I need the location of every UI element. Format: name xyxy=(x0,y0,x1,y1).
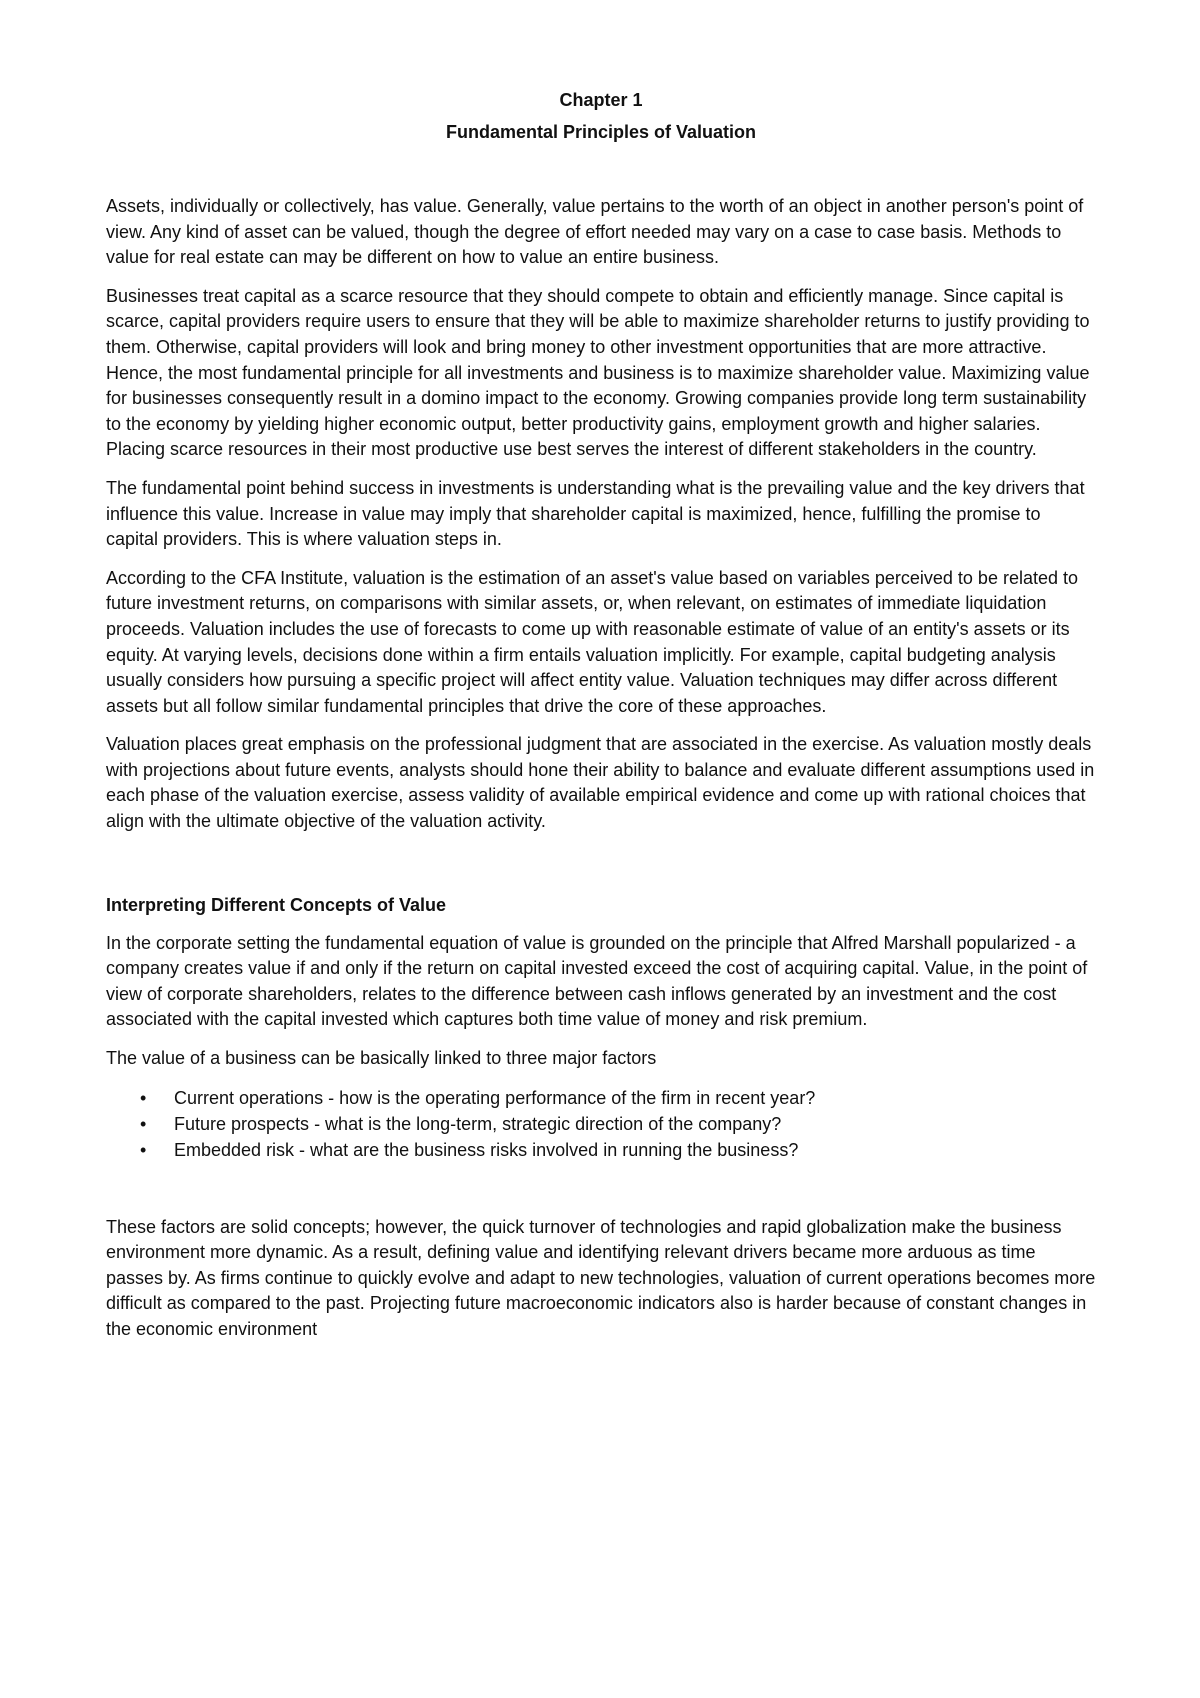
intro-paragraph-2: Businesses treat capital as a scarce resource that they should compete to obtain and efficiently manage. Since capital is scarce, capital providers require users to ensure that they will be able to maximize shareholder returns to justify providing to them. Otherwise, capital providers will look and bring money to other investment opportunities that are more attractive. Hence, the most fundamental principle for all investments and business is to maximize shareholder value. Maximizing value for businesses consequently result in a domino impact to the economy. Growing companies provide long term sustainability to the economy by yielding higher economic output, better productivity gains, employment growth and higher salaries. Placing scarce resources in their most productive use best serves the interest of different stakeholders in the country. xyxy=(106,285,1090,460)
bullet-icon: • xyxy=(140,1139,147,1160)
list-item-text: Embedded risk - what are the business risks involved in running the business? xyxy=(174,1139,799,1160)
bullet-icon: • xyxy=(140,1087,147,1108)
section-paragraph-2: These factors are solid concepts; however, the quick turnover of technologies and rapid globalization make the business environment more dynamic. As a result, defining value and identifying relevant drivers became more arduous as time passes by. As firms continue to quickly evolve and adapt to new technologies, valuation of current operations becomes more difficult as compared to the past. Projecting future macroeconomic indicators also is harder because of constant changes in the economic environment xyxy=(106,1216,1096,1339)
chapter-label: Chapter 1 xyxy=(559,90,643,110)
list-item-text: Current operations - how is the operating performance of the firm in recent year? xyxy=(174,1087,816,1108)
section-paragraph-1: In the corporate setting the fundamental equation of value is grounded on the principle that Alfred Marshall popularized - a company creates value if and only if the return on capital invested exceed the cost of acquiring capital. Value, in the point of view of corporate shareholders, relates to the difference between cash inflows generated by an investment and the cost associated with the capital invested which captures both time value of money and risk premium. xyxy=(106,932,1088,1030)
list-item xyxy=(106,1111,1096,1137)
intro-paragraph-4: According to the CFA Institute, valuation is the estimation of an asset's value based on variables perceived to be related to future investment returns, on comparisons with similar assets, or, when relevant, on estimates of immediate liquidation proceeds. Valuation includes the use of forecasts to come up with reasonable estimate of value of an entity's assets or its equity. At varying levels, decisions done within a firm entails valuation implicitly. For example, capital budgeting analysis usually considers how pursuing a specific project will affect entity value. Valuation techniques may differ across different assets but all follow similar fundamental principles that drive the core of these approaches. xyxy=(106,567,1079,716)
bullet-icon: • xyxy=(140,1113,147,1134)
factors-list xyxy=(106,1085,1096,1163)
intro-paragraph-5: Valuation places great emphasis on the professional judgment that are associated in the exercise. As valuation mostly deals with projections about future events, analysts should hone their ability to balance and evaluate different assumptions used in each phase of the valuation exercise, assess validity of available empirical evidence and come up with rational choices that align with the ultimate objective of the valuation activity. xyxy=(106,734,1095,832)
intro-paragraph-1: Assets, individually or collectively, has value. Generally, value pertains to the worth of an object in another person's point of view. Any kind of asset can be valued, though the degree of effort needed may vary on a case to case basis. Methods to value for real estate can may be different on how to value an entire business. xyxy=(106,196,1084,268)
section-heading: Interpreting Different Concepts of Value xyxy=(106,894,447,915)
list-item xyxy=(106,1137,1096,1163)
page-title: Fundamental Principles of Valuation xyxy=(445,122,757,142)
list-intro: The value of a business can be basically linked to three major factors xyxy=(106,1048,657,1069)
intro-paragraph-3: The fundamental point behind success in investments is understanding what is the prevailing value and the key drivers that influence this value. Increase in value may imply that shareholder capital is maximized, hence, fulfilling the promise to capital providers. This is where valuation steps in. xyxy=(106,477,1085,550)
document-page xyxy=(106,88,1096,1356)
list-item xyxy=(106,1085,1096,1111)
list-item-text: Future prospects - what is the long-term, strategic direction of the company? xyxy=(174,1113,782,1134)
